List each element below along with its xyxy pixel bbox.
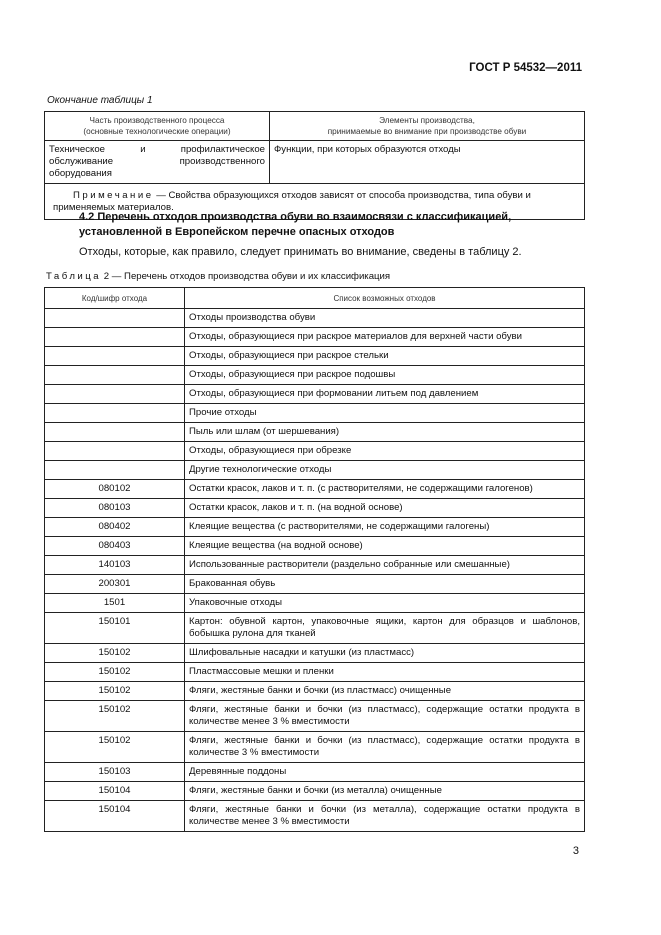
table-row bbox=[45, 537, 585, 556]
waste-code: 150103 bbox=[45, 763, 185, 782]
table-row bbox=[45, 701, 585, 732]
waste-name: Фляги, жестяные банки и бочки (из пластмасс) очищенные bbox=[185, 682, 585, 701]
waste-code: 080103 bbox=[45, 499, 185, 518]
waste-code: 080403 bbox=[45, 537, 185, 556]
waste-code: 080102 bbox=[45, 480, 185, 499]
document-code: ГОСТ Р 54532—2011 bbox=[469, 62, 582, 74]
waste-name: Отходы производства обуви bbox=[185, 309, 585, 328]
waste-code: 150102 bbox=[45, 732, 185, 763]
waste-name: Шлифовальные насадки и катушки (из пластмасс) bbox=[185, 644, 585, 663]
table-row bbox=[45, 682, 585, 701]
waste-code: 140103 bbox=[45, 556, 185, 575]
waste-code: 150102 bbox=[45, 682, 185, 701]
table-row bbox=[45, 347, 585, 366]
table-row bbox=[45, 575, 585, 594]
table2-caption: Таблица 2 — Перечень отходов производства обуви и их классификация bbox=[46, 271, 391, 282]
waste-name: Отходы, образующиеся при раскрое материалов для верхней части обуви bbox=[185, 328, 585, 347]
waste-name: Фляги, жестяные банки и бочки (из пластмасс), содержащие остатки продукта в количестве менее 3 % вместимости bbox=[185, 701, 585, 732]
table2-header-list: Список возможных отходов bbox=[185, 288, 585, 309]
note-label: Примечание bbox=[73, 190, 154, 201]
note-text: — Свойства образующихся отходов зависят от способа производства, типа обуви и применяемых материалов. bbox=[53, 190, 531, 213]
section-paragraph: Отходы, которые, как правило, следует принимать во внимание, сведены в таблицу 2. bbox=[79, 246, 522, 258]
table-row bbox=[45, 404, 585, 423]
table2-header-code: Код/шифр отхода bbox=[45, 288, 185, 309]
waste-code: 080402 bbox=[45, 518, 185, 537]
table-row bbox=[45, 644, 585, 663]
table-row bbox=[45, 328, 585, 347]
waste-code bbox=[45, 423, 185, 442]
waste-code: 1501 bbox=[45, 594, 185, 613]
table-row bbox=[45, 732, 585, 763]
waste-name: Отходы, образующиеся при раскрое подошвы bbox=[185, 366, 585, 385]
section-title: 4.2 Перечень отходов производства обуви во взаимосвязи с классификацией, установленной в Европейском перечне опасных отходов bbox=[79, 211, 512, 238]
table1-cell-elements: Функции, при которых образуются отходы bbox=[270, 141, 585, 184]
waste-code bbox=[45, 347, 185, 366]
waste-code bbox=[45, 385, 185, 404]
waste-name: Прочие отходы bbox=[185, 404, 585, 423]
waste-name: Картон: обувной картон, упаковочные ящики, картон для образцов и шаблонов, бобышка рулона для тканей bbox=[185, 613, 585, 644]
waste-code bbox=[45, 442, 185, 461]
waste-code bbox=[45, 328, 185, 347]
table-row bbox=[45, 499, 585, 518]
waste-name: Отходы, образующиеся при формовании литьем под давлением bbox=[185, 385, 585, 404]
waste-name: Фляги, жестяные банки и бочки (из пластмасс), содержащие остатки продукта в количестве 3 % вместимости bbox=[185, 732, 585, 763]
table1-caption: Окончание таблицы 1 bbox=[47, 95, 153, 106]
waste-name: Использованные растворители (раздельно собранные или смешанные) bbox=[185, 556, 585, 575]
waste-name: Фляги, жестяные банки и бочки (из металла), содержащие остатки продукта в количестве менее 3 % вместимости bbox=[185, 801, 585, 832]
waste-code: 150104 bbox=[45, 782, 185, 801]
waste-code bbox=[45, 309, 185, 328]
waste-name: Остатки красок, лаков и т. п. (с растворителями, не содержащими галогенов) bbox=[185, 480, 585, 499]
waste-name: Другие технологические отходы bbox=[185, 461, 585, 480]
waste-code: 150102 bbox=[45, 663, 185, 682]
table1-header-elements: Элементы производства, принимаемые во внимание при производстве обуви bbox=[270, 112, 585, 141]
table1-header-process: Часть производственного процесса (основные технологические операции) bbox=[45, 112, 270, 141]
page-number: 3 bbox=[572, 845, 579, 857]
waste-name: Отходы, образующиеся при раскрое стельки bbox=[185, 347, 585, 366]
table-row bbox=[45, 423, 585, 442]
table-row bbox=[45, 461, 585, 480]
waste-name: Остатки красок, лаков и т. п. (на водной основе) bbox=[185, 499, 585, 518]
table1-cell-process: Техническое и профилактическое обслуживание производственного оборудования bbox=[45, 141, 270, 184]
waste-code: 150101 bbox=[45, 613, 185, 644]
waste-name: Бракованная обувь bbox=[185, 575, 585, 594]
table-row bbox=[45, 663, 585, 682]
table-row bbox=[45, 763, 585, 782]
waste-code: 150102 bbox=[45, 644, 185, 663]
waste-name: Фляги, жестяные банки и бочки (из металла) очищенные bbox=[185, 782, 585, 801]
waste-name: Пыль или шлам (от шершевания) bbox=[185, 423, 585, 442]
table1 bbox=[44, 111, 585, 220]
waste-code: 150104 bbox=[45, 801, 185, 832]
table-row bbox=[45, 613, 585, 644]
waste-name: Клеящие вещества (с растворителями, не содержащими галогены) bbox=[185, 518, 585, 537]
waste-name: Отходы, образующиеся при обрезке bbox=[185, 442, 585, 461]
table2 bbox=[44, 287, 585, 832]
table-row bbox=[45, 556, 585, 575]
table-row bbox=[45, 442, 585, 461]
table-row bbox=[45, 782, 585, 801]
waste-name: Пластмассовые мешки и пленки bbox=[185, 663, 585, 682]
waste-name: Клеящие вещества (на водной основе) bbox=[185, 537, 585, 556]
waste-code: 200301 bbox=[45, 575, 185, 594]
waste-name: Деревянные поддоны bbox=[185, 763, 585, 782]
table-row bbox=[45, 594, 585, 613]
table-row bbox=[45, 366, 585, 385]
waste-code bbox=[45, 461, 185, 480]
waste-name: Упаковочные отходы bbox=[185, 594, 585, 613]
table-row bbox=[45, 480, 585, 499]
table-row bbox=[45, 518, 585, 537]
waste-code bbox=[45, 404, 185, 423]
table-row bbox=[45, 801, 585, 832]
table-row bbox=[45, 309, 585, 328]
waste-code: 150102 bbox=[45, 701, 185, 732]
table-row bbox=[45, 385, 585, 404]
waste-code bbox=[45, 366, 185, 385]
